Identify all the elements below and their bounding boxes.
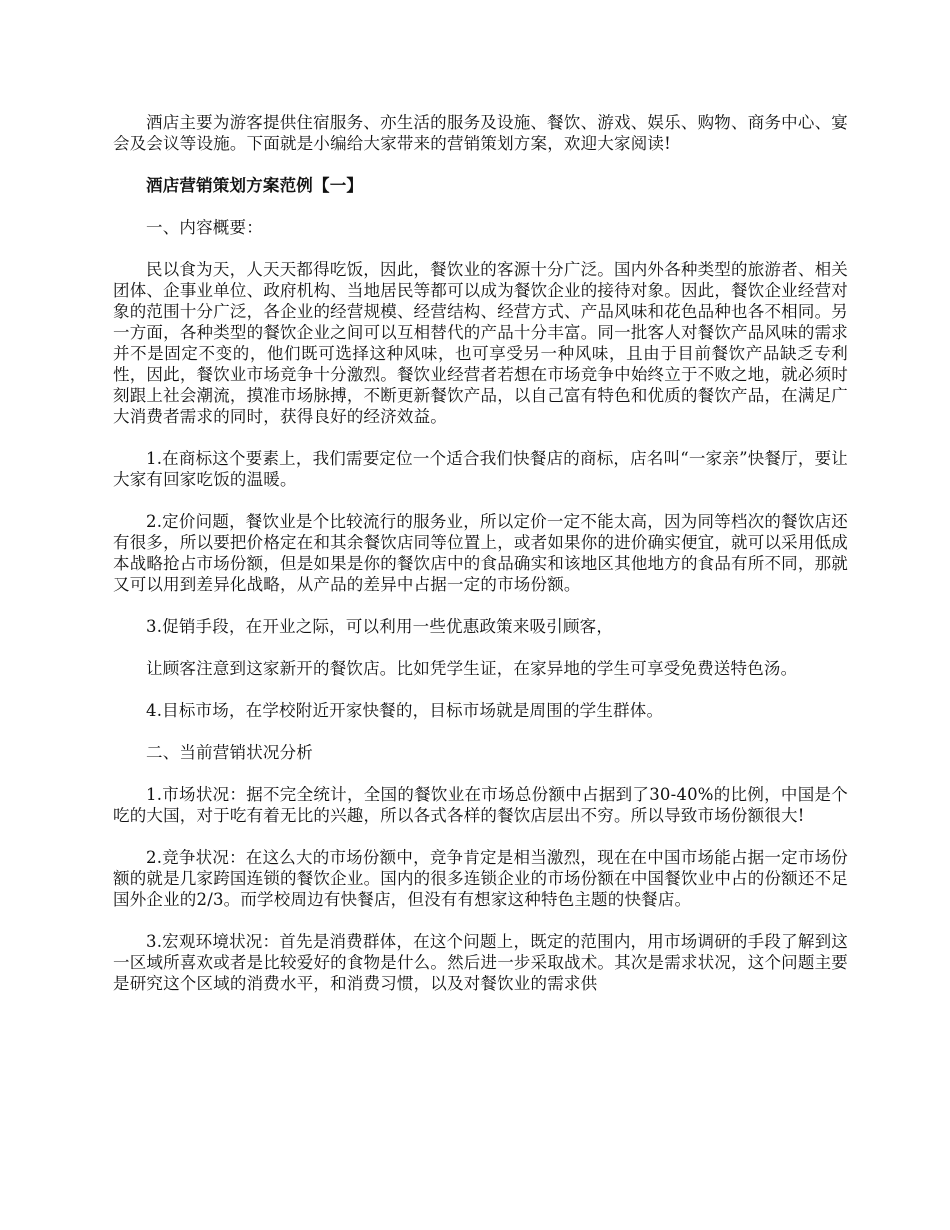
point-pricing: 2.定价问题，餐饮业是个比较流行的服务业，所以定价一定不能太高，因为同等档次的餐饮店还有很多，所以要把价格定在和其余餐饮店同等位置上，或者如果你的进价确实便宜，就可以采用低成本战略抢占市场份额，但是如果是你的餐饮店中的食品确实和该地区其他地方的食品有所不同，那就又可以用到差异化战略，从产品的差异中占据一定的市场份额。: [113, 512, 848, 594]
analysis-macro-environment: 3.宏观环境状况：首先是消费群体，在这个问题上，既定的范围内，用市场调研的手段了解到这一区域所喜欢或者是比较爱好的食物是什么。然后进一步采取战术。其次是需求状况，这个问题主要是研究这个区域的消费水平，和消费习惯，以及对餐饮业的需求供: [113, 932, 848, 993]
point-target-market: 4.目标市场，在学校附近开家快餐的，目标市场就是周围的学生群体。: [146, 701, 664, 720]
document-page: [113, 112, 848, 1015]
subheading-marketing-analysis: 二、当前营销状况分析: [146, 743, 313, 762]
summary-paragraph: 民以食为天，人天天都得吃饭，因此，餐饮业的客源十分广泛。国内外各种类型的旅游者、相关团体、企事业单位、政府机构、当地居民等都可以成为餐饮企业的接待对象。因此，餐饮企业经营对象的范围十分广泛，各企业的经营规模、经营结构、经营方式、产品风味和花色品种也各不相同。另一方面，各种类型的餐饮企业之间可以互相替代的产品十分丰富。同一批客人对餐饮产品风味的需求并不是固定不变的，他们既可选择这种风味，也可享受另一种风味，且由于目前餐饮产品缺乏专利性，因此，餐饮业市场竞争十分激烈。餐饮业经营者若想在市场竞争中始终立于不败之地，就必须时刻跟上社会潮流，摸准市场脉搏，不断更新餐饮产品，以自己富有特色和优质的餐饮产品，在满足广大消费者需求的同时，获得良好的经济效益。: [113, 260, 848, 426]
point-promotion-continued: 让顾客注意到这家新开的餐饮店。比如凭学生证，在家异地的学生可享受免费送特色汤。: [146, 659, 798, 678]
point-trademark: 1.在商标这个要素上，我们需要定位一个适合我们快餐店的商标，店名叫“一家亲”快餐厅，要让大家有回家吃饭的温暖。: [113, 449, 848, 489]
section-heading: 酒店营销策划方案范例【一】: [146, 176, 364, 195]
analysis-market-status: 1.市场状况：据不完全统计，全国的餐饮业在市场总份额中占据到了30-40%的比例，中国是个吃的大国，对于吃有着无比的兴趣，所以各式各样的餐饮店层出不穷。所以导致市场份额很大!: [113, 785, 848, 825]
analysis-competition: 2.竞争状况：在这么大的市场份额中，竞争肯定是相当激烈，现在在中国市场能占据一定市场份额的就是几家跨国连锁的餐饮企业。国内的很多连锁企业的市场份额在中国餐饮业中占的份额还不足国外企业的2/3。而学校周边有快餐店，但没有有想家这种特色主题的快餐店。: [113, 848, 848, 909]
intro-paragraph: 酒店主要为游客提供住宿服务、亦生活的服务及设施、餐饮、游戏、娱乐、购物、商务中心、宴会及会议等设施。下面就是小编给大家带来的营销策划方案，欢迎大家阅读!: [113, 113, 848, 153]
point-promotion: 3.促销手段，在开业之际，可以利用一些优惠政策来吸引顾客，: [146, 617, 614, 636]
subheading-content-summary: 一、内容概要：: [146, 218, 263, 237]
